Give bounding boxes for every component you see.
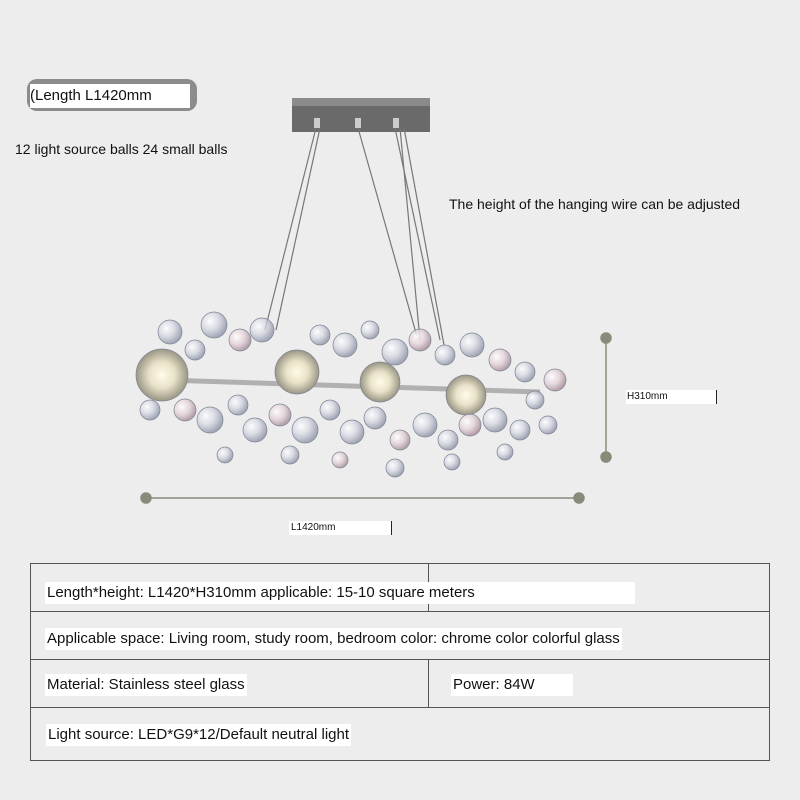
spec-space: Applicable space: Living room, study room, bedroom color: chrome color colorful glass [45, 628, 622, 650]
length-label: L1420mm [289, 521, 392, 535]
spec-row-space [31, 612, 769, 660]
spec-row-size [31, 564, 769, 612]
height-label: H310mm [626, 390, 717, 404]
hanging-wires [265, 128, 444, 345]
length-badge-label: (Length L1420mm [30, 84, 190, 108]
wire-note: The height of the hanging wire can be adjusted [449, 196, 741, 212]
balls-note: 12 light source balls 24 small balls [15, 141, 228, 157]
glass-bubbles [136, 312, 566, 477]
spec-row-light [31, 708, 769, 760]
height-dimension-line [601, 333, 611, 462]
column-divider [428, 660, 429, 707]
spec-table [30, 563, 770, 761]
spec-size: Length*height: L1420*H310mm applicable: 15-10 square meters [45, 582, 635, 604]
spec-material: Material: Stainless steel glass [45, 674, 247, 696]
length-dimension-line [141, 493, 584, 503]
spec-row-material [31, 660, 769, 708]
ceiling-canopy [292, 98, 430, 132]
spec-power: Power: 84W [451, 674, 573, 696]
spec-light-source: Light source: LED*G9*12/Default neutral light [46, 724, 351, 746]
